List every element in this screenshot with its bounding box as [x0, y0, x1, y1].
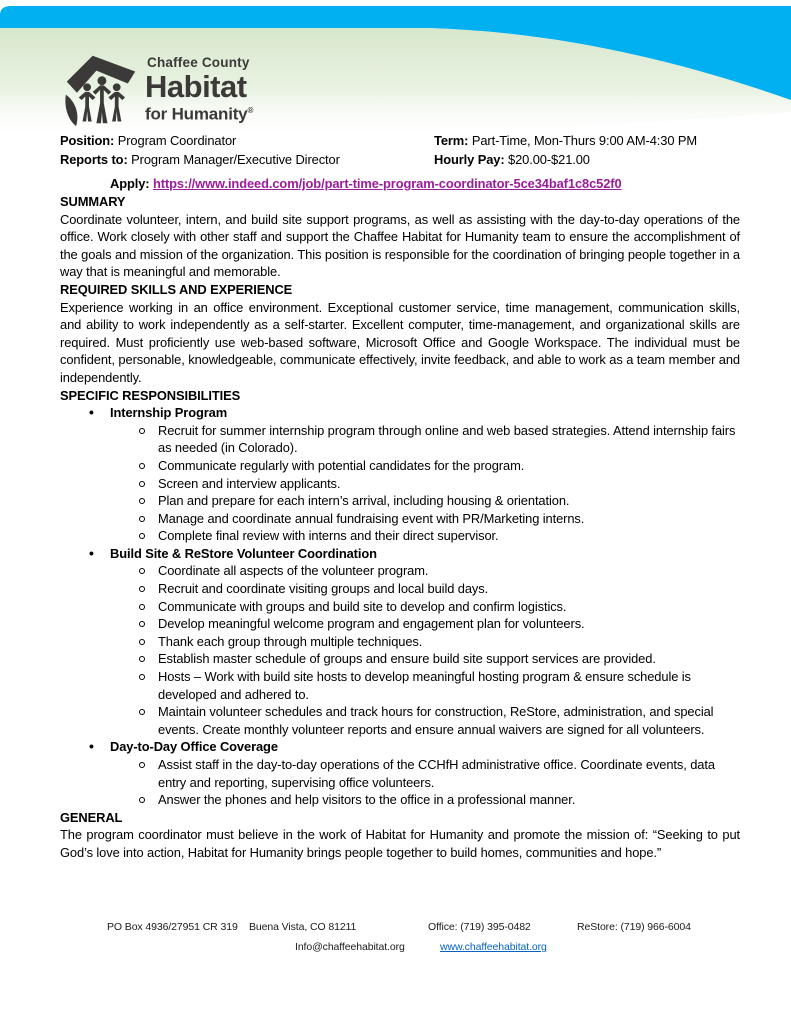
summary-heading: SUMMARY — [60, 194, 126, 209]
list-item: Manage and coordinate annual fundraising event with PR/Marketing interns. — [60, 510, 740, 528]
position-value: Program Coordinator — [117, 133, 237, 148]
list-item: Plan and prepare for each intern’s arrival, including housing & orientation. — [60, 492, 740, 510]
bullet-sublist — [60, 422, 740, 545]
document-body — [60, 131, 740, 862]
footer-website-link[interactable]: www.chaffeehabitat.org — [440, 941, 547, 953]
responsibilities-heading: SPECIFIC RESPONSIBILITIES — [60, 387, 241, 403]
apply-row — [110, 174, 740, 193]
list-item: Communicate with groups and build site to develop and confirm logistics. — [60, 598, 740, 616]
list-item: Answer the phones and help visitors to the office in a professional manner. — [60, 791, 740, 809]
reports-to-value: Program Manager/Executive Director — [131, 152, 340, 167]
reports-to-field — [60, 150, 434, 169]
apply-label: Apply: — [110, 176, 150, 191]
general-paragraph: The program coordinator must believe in the work of Habitat for Humanity and promote the mission of: “Seeking to put God’s love into action, Habitat for Humanity brings people together to build homes, communities and hope.” — [60, 827, 740, 860]
bullet-group-title: • Day-to-Day Office Coverage — [60, 738, 740, 756]
bullet-group-internship — [60, 404, 740, 545]
list-item: Coordinate all aspects of the volunteer program. — [60, 562, 740, 580]
bullet-group-title: • Internship Program — [60, 404, 740, 422]
term-field — [434, 131, 697, 150]
list-item: Screen and interview applicants. — [60, 475, 740, 493]
list-item: Develop meaningful welcome program and engagement plan for volunteers. — [60, 615, 740, 633]
skills-paragraph: Experience working in an office environment. Exceptional customer service, time management, communication skills, and ability to work independently as a self-starter. Excellent computer, time-management, and organizational skills are required. Must proficiently use web-based software, Microsoft Office and Google Workspace. The individual must be confident, personable, knowledgeable, communicate effectively, invite feedback, and able to work as a team member and independently. — [60, 299, 740, 385]
list-item: Hosts – Work with build site hosts to develop meaningful hosting program & ensure schedule is developed and adhered to. — [60, 668, 740, 703]
logo-wordmark — [145, 48, 253, 124]
hourly-pay-field — [434, 150, 590, 169]
list-item: Communicate regularly with potential candidates for the program. — [60, 457, 740, 475]
bullet-sublist — [60, 756, 740, 809]
bullet-group-volunteer-coordination — [60, 545, 740, 739]
logo-org-name: Chaffee County — [147, 55, 250, 70]
bullet-sublist — [60, 562, 740, 738]
list-item: Assist staff in the day-to-day operations of the CCHfH administrative office. Coordinate events, data entry and reporting, supervising office volunteers. — [60, 756, 740, 791]
logo-brand-name: Habitat — [145, 69, 247, 104]
list-item: Establish master schedule of groups and ensure build site support services are provided. — [60, 650, 740, 668]
logo-tagline: for Humanity® — [145, 104, 254, 124]
bullet-group-office-coverage — [60, 738, 740, 808]
summary-paragraph: Coordinate volunteer, intern, and build site support programs, as well as assisting with the day-to-day operations of the office. Work closely with other staff and support the Chaffee Habitat for Humanity team to ensure the accomplishment of the goals and mission of the organization. This position is responsible for the coordination of bringing people together in a way that is meaningful and memorable. — [60, 211, 740, 280]
hourly-pay-label: Hourly Pay: — [434, 152, 505, 167]
reports-to-label: Reports to: — [60, 152, 128, 167]
bullet-group-title: • Build Site & ReStore Volunteer Coordination — [60, 545, 740, 563]
general-heading: GENERAL — [60, 809, 123, 825]
list-item: Thank each group through multiple techniques. — [60, 633, 740, 651]
meta-row-1 — [60, 131, 740, 150]
skills-heading: REQUIRED SKILLS AND EXPERIENCE — [60, 281, 293, 297]
footer-po-box: PO Box 4936/27951 CR 319 — [107, 921, 238, 933]
footer-office-phone: Office: (719) 395-0482 — [428, 921, 531, 933]
meta-row-2 — [60, 150, 740, 169]
org-logo — [64, 48, 253, 132]
footer-restore-phone: ReStore: (719) 966-6004 — [577, 921, 691, 933]
term-label: Term: — [434, 133, 469, 148]
term-value: Part-Time, Mon-Thurs 9:00 AM-4:30 PM — [471, 133, 698, 148]
position-label: Position: — [60, 133, 115, 148]
list-item: Maintain volunteer schedules and track hours for construction, ReStore, administration, and special events. Create monthly volunteer reports and ensure annual waivers are signed for all volunteers. — [60, 703, 740, 738]
footer-city: Buena Vista, CO 81211 — [249, 921, 357, 933]
position-field — [60, 131, 434, 150]
list-item: Recruit and coordinate visiting groups and local build days. — [60, 580, 740, 598]
list-item: Complete final review with interns and their direct supervisor. — [60, 527, 740, 545]
hourly-pay-value: $20.00-$21.00 — [508, 152, 590, 167]
habitat-house-people-icon — [64, 48, 138, 132]
footer-email: Info@chaffeehabitat.org — [295, 941, 405, 953]
apply-url-link[interactable]: https://www.indeed.com/job/part-time-program-coordinator-5ce34baf1c8c52f0 — [153, 176, 622, 191]
list-item: Recruit for summer internship program through online and web based strategies. Attend internship fairs as needed (in Colorado). — [60, 422, 740, 457]
registered-mark: ® — [247, 106, 254, 115]
